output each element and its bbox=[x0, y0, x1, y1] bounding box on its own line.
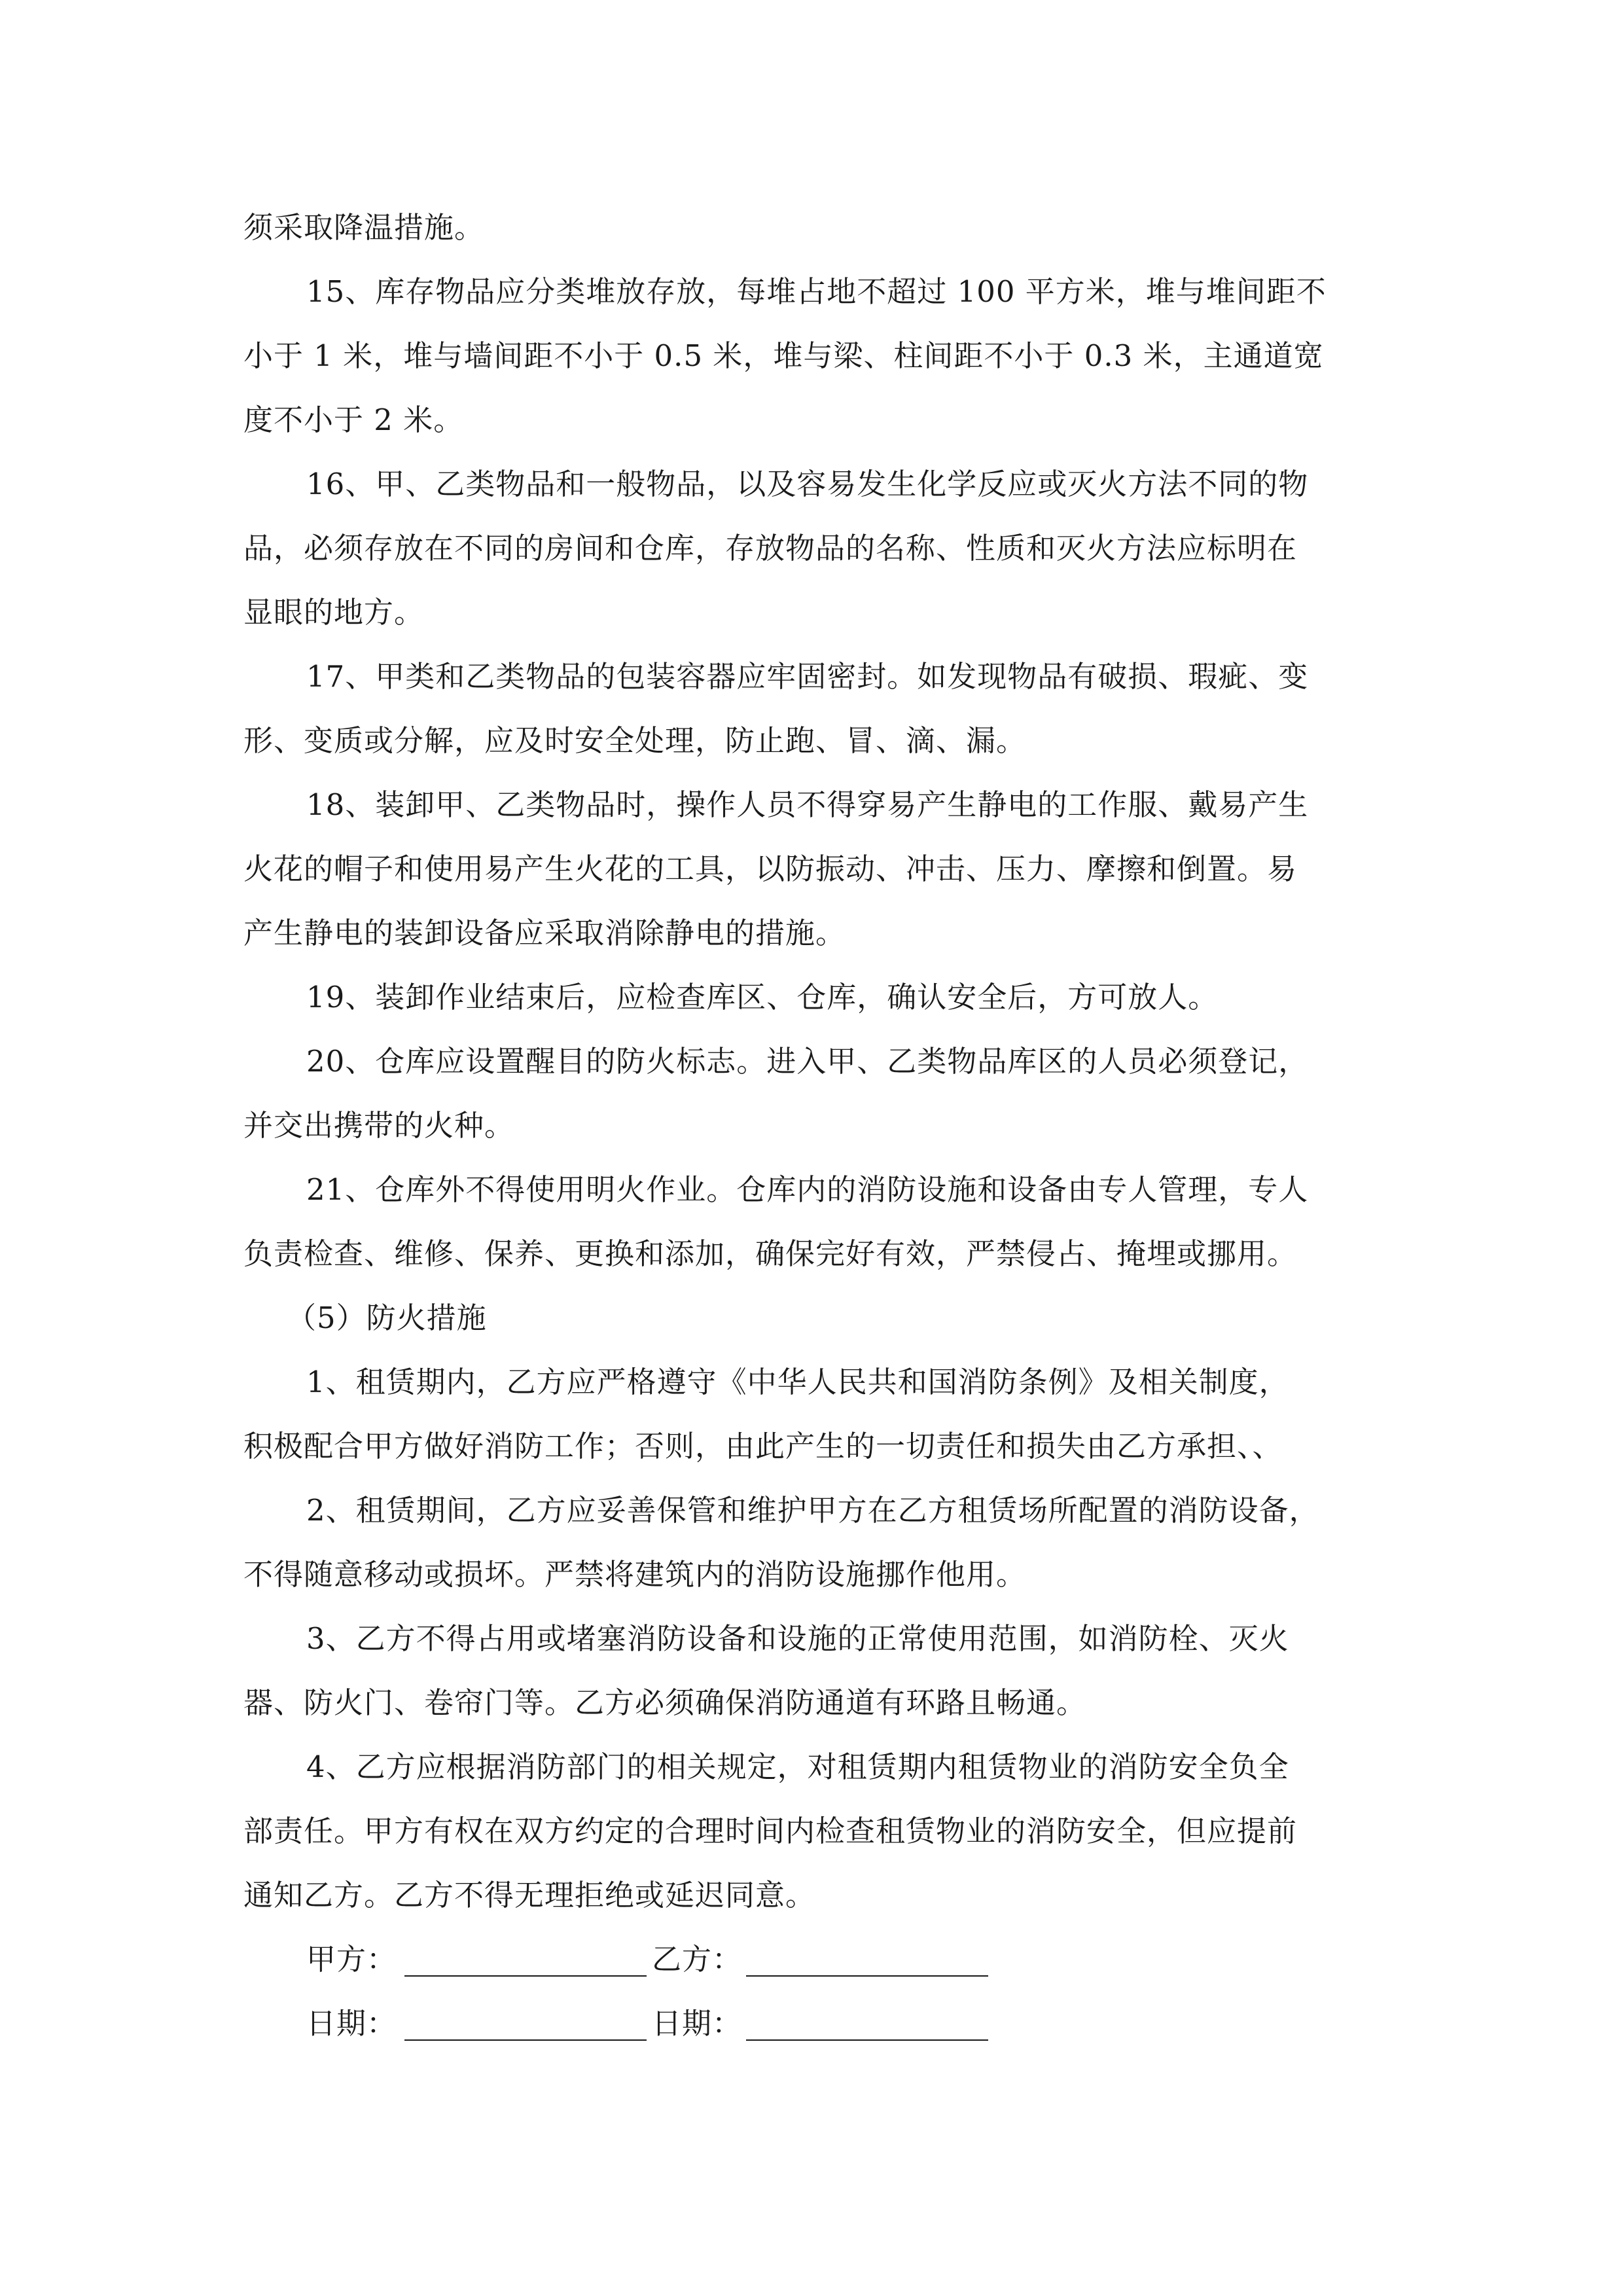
date-b-line[interactable] bbox=[746, 2039, 988, 2041]
text-line: 部责任。甲方有权在双方约定的合理时间内检查租赁物业的消防安全，但应提前 bbox=[243, 1814, 1298, 1848]
text-line: 积极配合甲方做好消防工作；否则，由此产生的一切责任和损失由乙方承担、、 bbox=[243, 1429, 1283, 1463]
text-line: 16、甲、乙类物品和一般物品，以及容易发生化学反应或灭火方法不同的物 bbox=[306, 467, 1309, 501]
text-line: 产生静电的装卸设备应采取消除静电的措施。 bbox=[243, 916, 846, 950]
text-line: 21、仓库外不得使用明火作业。仓库内的消防设施和设备由专人管理，专人 bbox=[306, 1172, 1309, 1207]
section-heading: （5）防火措施 bbox=[287, 1300, 487, 1335]
text-line: 品，必须存放在不同的房间和仓库，存放物品的名称、性质和灭火方法应标明在 bbox=[243, 531, 1298, 565]
text-line: 显眼的地方。 bbox=[243, 595, 425, 630]
text-line: 小于 1 米，堆与墙间距不小于 0.5 米，堆与梁、柱间距不小于 0.3 米，主通道宽 bbox=[243, 338, 1324, 373]
text-line: 不得随意移动或损坏。严禁将建筑内的消防设施挪作他用。 bbox=[243, 1557, 1027, 1592]
party-a-signature-line[interactable] bbox=[404, 1975, 647, 1977]
text-line: 2、租赁期间，乙方应妥善保管和维护甲方在乙方租赁场所配置的消防设备， bbox=[306, 1493, 1319, 1528]
text-line: 17、甲类和乙类物品的包装容器应牢固密封。如发现物品有破损、瑕疵、变 bbox=[306, 659, 1309, 694]
text-line: 通知乙方。乙方不得无理拒绝或延迟同意。 bbox=[243, 1878, 816, 1912]
date-a-line[interactable] bbox=[404, 2039, 647, 2041]
text-line: 1、租赁期内，乙方应严格遵守《中华人民共和国消防条例》及相关制度， bbox=[306, 1365, 1289, 1399]
text-line: 15、库存物品应分类堆放存放，每堆占地不超过 100 平方米，堆与堆间距不 bbox=[306, 274, 1327, 309]
party-b-label: 乙方： bbox=[652, 1942, 743, 1977]
text-line: 20、仓库应设置醒目的防火标志。进入甲、乙类物品库区的人员必须登记， bbox=[306, 1044, 1309, 1079]
party-b-signature-line[interactable] bbox=[746, 1975, 988, 1977]
date-a-label: 日期： bbox=[306, 2006, 397, 2041]
date-b-label: 日期： bbox=[652, 2006, 743, 2041]
text-line: 器、防火门、卷帘门等。乙方必须确保消防通道有环路且畅通。 bbox=[243, 1685, 1087, 1720]
text-line: 须采取降温措施。 bbox=[243, 210, 485, 245]
text-line: 4、乙方应根据消防部门的相关规定，对租赁期内租赁物业的消防安全负全 bbox=[306, 1749, 1289, 1784]
text-line: 火花的帽子和使用易产生火花的工具，以防振动、冲击、压力、摩擦和倒置。易 bbox=[243, 852, 1298, 886]
text-line: 形、变质或分解，应及时安全处理，防止跑、冒、滴、漏。 bbox=[243, 723, 1027, 758]
party-a-label: 甲方： bbox=[306, 1942, 397, 1977]
text-line: 18、装卸甲、乙类物品时，操作人员不得穿易产生静电的工作服、戴易产生 bbox=[306, 787, 1309, 822]
text-line: 并交出携带的火种。 bbox=[243, 1108, 515, 1143]
text-line: 3、乙方不得占用或堵塞消防设备和设施的正常使用范围，如消防栓、灭火 bbox=[306, 1621, 1289, 1656]
text-line: 负责检查、维修、保养、更换和添加，确保完好有效，严禁侵占、掩埋或挪用。 bbox=[243, 1236, 1298, 1271]
text-line: 19、装卸作业结束后，应检查库区、仓库，确认安全后，方可放人。 bbox=[306, 980, 1219, 1014]
text-line: 度不小于 2 米。 bbox=[243, 403, 464, 437]
